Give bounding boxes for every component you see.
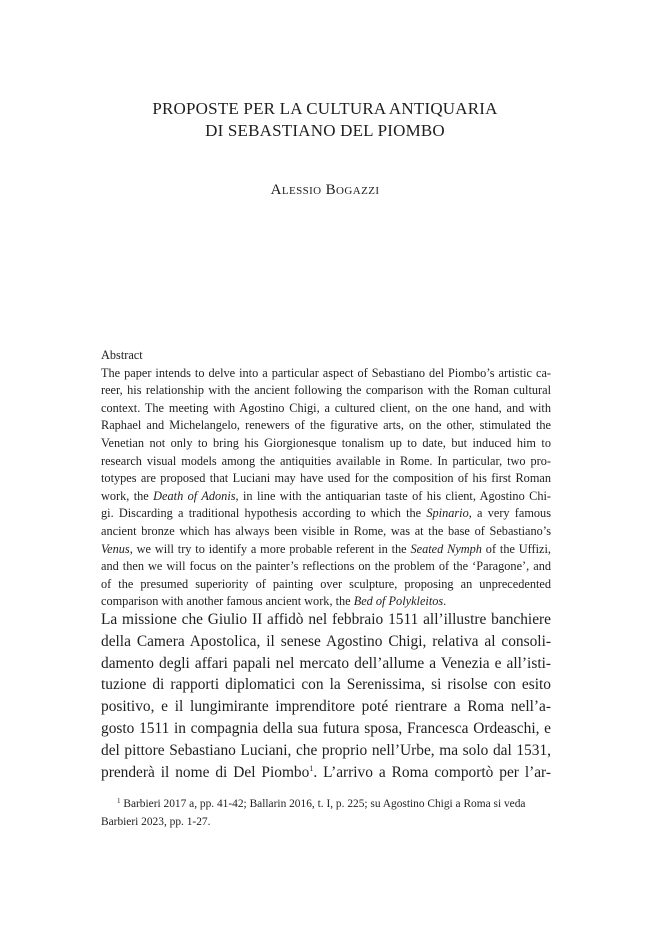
abstract-line bbox=[101, 505, 551, 523]
title-line-1: PROPOSTE PER LA CULTURA ANTIQUARIA bbox=[152, 99, 498, 118]
abstract-line: Raphael and Michelangelo, renewers of the figurative arts, on the other, stimulated the bbox=[101, 418, 551, 433]
abstract-line: reer, his relationship with the ancient following the comparison with the Roman cultural bbox=[101, 383, 551, 398]
body-line bbox=[101, 762, 551, 784]
footnote-number: 1 bbox=[117, 797, 121, 805]
footnote-reference[interactable]: 1 bbox=[309, 763, 314, 773]
abstract-line: and then we will focus on the painter’s reflections on the problem of the ‘Paragone’, and bbox=[101, 559, 551, 574]
abstract-text: of the Uffizi, bbox=[481, 541, 551, 556]
abstract-line: of the presumed superiority of painting over sculpture, proposing an unprecedented bbox=[101, 576, 551, 591]
abstract-line: totypes are proposed that Luciani may have used for the composition of his first Roman bbox=[101, 471, 551, 486]
abstract-text: , a very famous bbox=[468, 506, 551, 521]
abstract-line: Venetian not only to bring his Giorgionesque tonalism up to date, but induced him to bbox=[101, 435, 551, 450]
body-line: damento degli affari papali nel mercato dell’allume a Venezia e all’isti- bbox=[101, 654, 551, 672]
artwork-title: Seated Nymph bbox=[410, 541, 482, 556]
body-text: prenderà il nome di Del Piombo bbox=[101, 763, 310, 781]
abstract-text: gi. Discarding a traditional hypothesis according to which the bbox=[101, 506, 427, 521]
abstract-heading: Abstract bbox=[101, 348, 143, 362]
footnote-line: Barbieri 2023, pp. 1-27. bbox=[101, 815, 211, 828]
title-line-2: DI SEBASTIANO DEL PIOMBO bbox=[205, 121, 445, 140]
body-line: positivo, e il lungimirante imprenditore poté rientrare a Roma nell’a- bbox=[101, 698, 551, 716]
abstract bbox=[101, 347, 551, 611]
abstract-line: The paper intends to delve into a particular aspect of Sebastiano del Piombo’s artistic ca- bbox=[101, 365, 551, 380]
artwork-title: Bed of Polykleitos bbox=[353, 594, 444, 609]
body-line: della Camera Apostolica, il senese Agostino Chigi, relativa al consoli- bbox=[101, 632, 551, 650]
body-line: gosto 1511 in compagnia della sua futura sposa, Francesca Ordeaschi, e bbox=[101, 719, 551, 737]
article-title bbox=[0, 98, 650, 142]
abstract-line: research visual models among the antiquities available in Rome. In particular, two pro- bbox=[101, 453, 551, 468]
artwork-title: Death of Adonis bbox=[153, 488, 236, 503]
footnote-text: Barbieri 2017 a, pp. 41-42; Ballarin 2016, t. I, p. 225; su Agostino Chigi a Roma si veda bbox=[120, 798, 526, 810]
body-paragraph bbox=[101, 609, 551, 783]
body-text: . L’arrivo a Roma comportò per l’ar- bbox=[313, 763, 551, 781]
abstract-text: . bbox=[443, 594, 447, 609]
artwork-title: Spinario bbox=[426, 506, 469, 521]
abstract-line bbox=[101, 541, 551, 559]
abstract-text: , in line with the antiquarian taste of his client, Agostino Chi- bbox=[235, 488, 551, 503]
abstract-line bbox=[101, 488, 551, 506]
abstract-text: , we will try to identify a more probable referent in the bbox=[129, 541, 411, 556]
body-line: La missione che Giulio II affidò nel febbraio 1511 all’illustre banchiere bbox=[101, 611, 551, 628]
abstract-line: context. The meeting with Agostino Chigi, a cultured client, on the one hand, and with bbox=[101, 400, 551, 415]
artwork-title: Venus bbox=[101, 541, 130, 556]
footnote-line bbox=[101, 796, 551, 814]
abstract-text: comparison with another famous ancient work, the bbox=[101, 594, 354, 609]
body-line: tuzione di rapporti diplomatici con la Serenissima, si risolse con esito bbox=[101, 676, 551, 694]
abstract-line: ancient bronze which has always been visible in Rome, was at the base of Sebastiano’s bbox=[101, 523, 551, 538]
abstract-text: work, the bbox=[101, 488, 154, 503]
footnote bbox=[101, 796, 551, 831]
body-line: del pittore Sebastiano Luciani, che proprio nell’Urbe, ma solo dal 1531, bbox=[101, 741, 551, 759]
author-name: Alessio Bogazzi bbox=[270, 182, 380, 198]
